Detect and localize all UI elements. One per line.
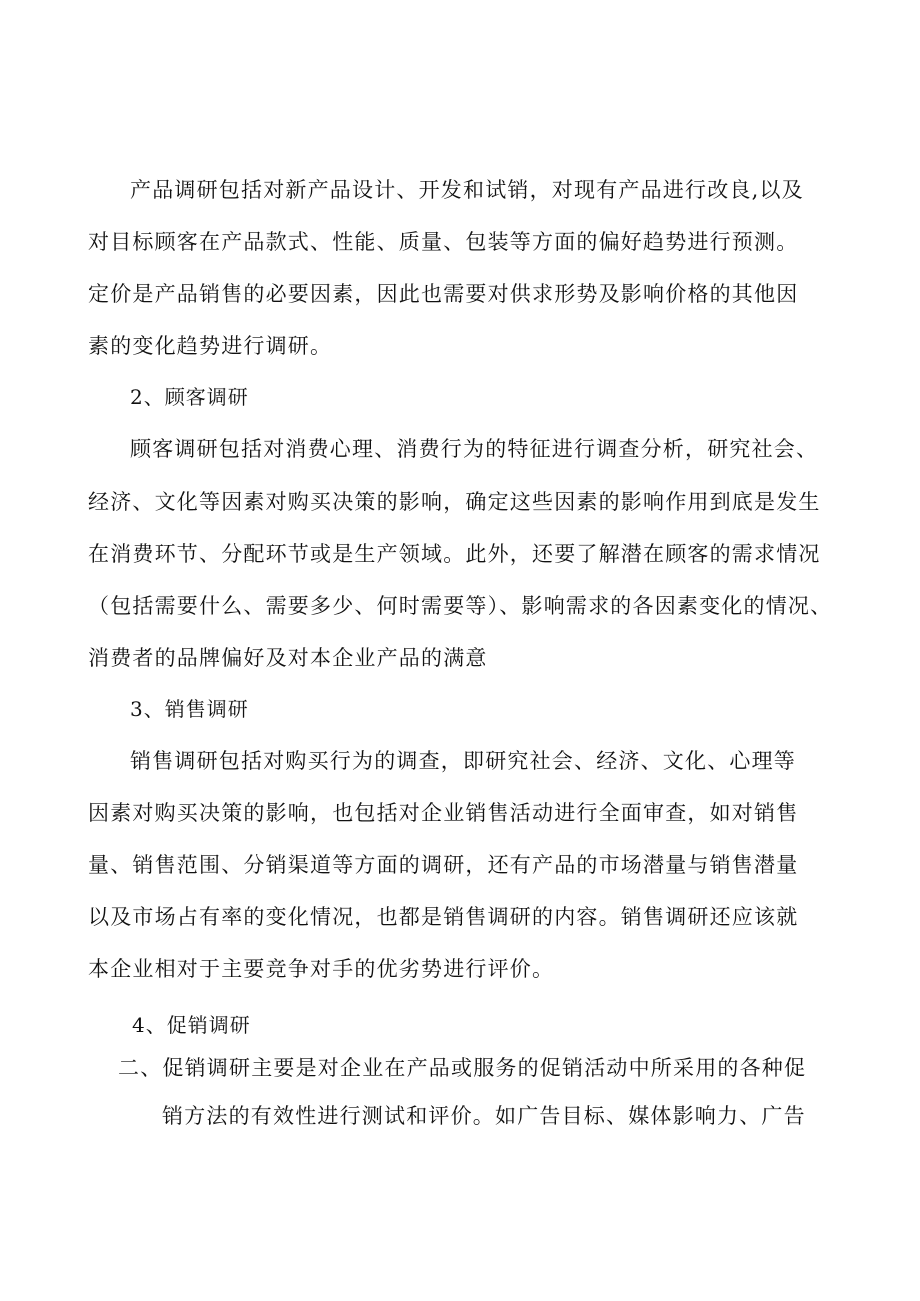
para3-line-2: 因素对购买决策的影响，也包括对企业销售活动进行全面审查，如对销售 — [88, 801, 799, 825]
para1-line-4: 素的变化趋势进行调研。 — [88, 334, 333, 358]
para3-line-5: 本企业相对于主要竞争对手的优劣势进行评价。 — [88, 957, 555, 981]
para2-line-5: 消费者的品牌偏好及对本企业产品的满意 — [88, 646, 488, 670]
para3-line-1: 销售调研包括对购买行为的调查，即研究社会、经济、文化、心理等 — [130, 749, 796, 773]
heading-promotion-research: 4、促销调研 — [132, 1013, 251, 1037]
section-two-line-1: 二、促销调研主要是对企业在产品或服务的促销活动中所采用的各种促 — [118, 1056, 807, 1080]
para1-line-3: 定价是产品销售的必要因素，因此也需要对供求形势及影响价格的其他因 — [88, 282, 799, 306]
para2-line-3: 在消费环节、分配环节或是生产领域。此外，还要了解潜在顾客的需求情况 — [88, 542, 821, 566]
section-two-line-2: 销方法的有效性进行测试和评价。如广告目标、媒体影响力、广告 — [162, 1104, 806, 1128]
para3-line-3: 量、销售范围、分销渠道等方面的调研，还有产品的市场潜量与销售潜量 — [88, 853, 799, 877]
heading-sales-research: 3、销售调研 — [130, 697, 249, 721]
para2-line-4: （包括需要什么、需要多少、何时需要等）、影响需求的各因素变化的情况、 — [88, 594, 833, 618]
para2-line-2: 经济、文化等因素对购买决策的影响，确定这些因素的影响作用到底是发生 — [88, 490, 821, 514]
para1-line-1: 产品调研包括对新产品设计、开发和试销，对现有产品进行改良,以及 — [130, 178, 804, 202]
para2-line-1: 顾客调研包括对消费心理、消费行为的特征进行调查分析，研究社会、 — [130, 437, 819, 461]
heading-customer-research: 2、顾客调研 — [130, 385, 249, 409]
para3-line-4: 以及市场占有率的变化情况，也都是销售调研的内容。销售调研还应该就 — [88, 905, 799, 929]
para1-line-2: 对目标顾客在产品款式、性能、质量、包装等方面的偏好趋势进行预测。 — [88, 230, 799, 254]
